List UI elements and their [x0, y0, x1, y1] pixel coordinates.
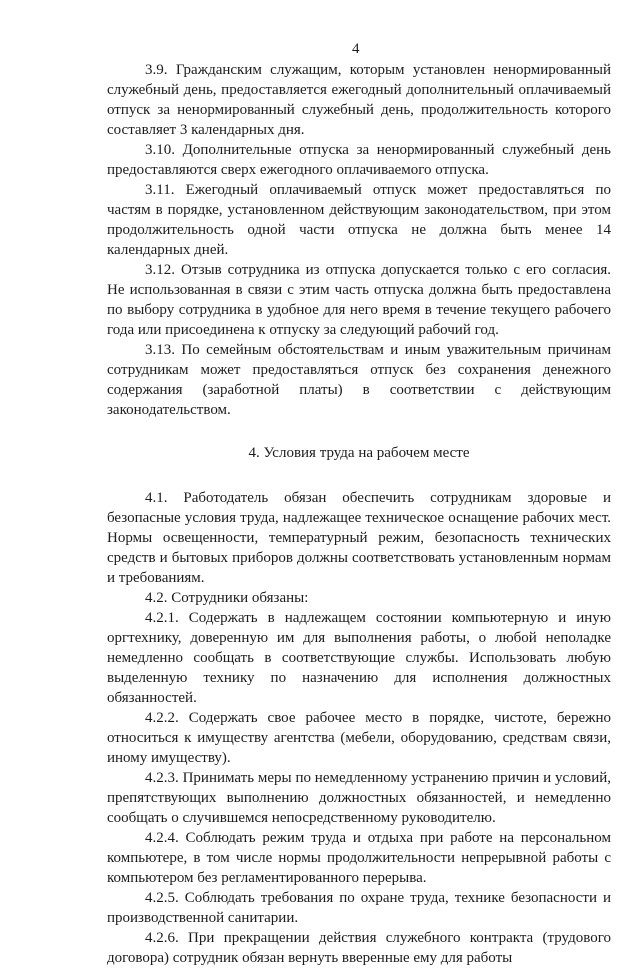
paragraph-4-2-4: 4.2.4. Соблюдать режим труда и отдыха при работе на персональном компьютере, в том числе нормы продолжительности непрерывной работы с компьютером без регламентированного перерыва. [107, 830, 611, 886]
paragraph-3-10: 3.10. Дополнительные отпуска за ненормированный служебный день предоставляются сверх ежегодного оплачиваемого отпуска. [107, 142, 611, 178]
paragraph-4-2-5: 4.2.5. Соблюдать требования по охране труда, технике безопасности и производственной санитарии. [107, 890, 611, 926]
paragraph-3-12: 3.12. Отзыв сотрудника из отпуска допускается только с его согласия. Не использованная в связи с этим часть отпуска должна быть предоставлена по выбору сотрудника в удобное для него время в течение текущего рабочего года или присоединена к отпуску за следующий рабочий год. [107, 262, 611, 338]
paragraph-4-2-6: 4.2.6. При прекращении действия служебного контракта (трудового договора) сотрудник обязан вернуть вверенные ему для работы [107, 930, 611, 966]
page-number: 4 [352, 41, 360, 57]
paragraph-3-9: 3.9. Гражданским служащим, которым установлен ненормированный служебный день, предоставляется ежегодный дополнительный оплачиваемый отпуск за ненормированный служебный день, продолжительность которого составляет 3 календарных дня. [107, 62, 611, 138]
paragraph-4-2-1: 4.2.1. Содержать в надлежащем состоянии компьютерную и иную оргтехнику, доверенную им для выполнения работы, о любой неполадке немедленно сообщать в соответствующие службы. Использовать любую выделенную технику по назначению для исполнения должностных обязанностей. [107, 610, 611, 706]
paragraph-4-2-3: 4.2.3. Принимать меры по немедленному устранению причин и условий, препятствующих выполнению должностных обязанностей, и немедленно сообщать о случившемся непосредственному руководителю. [107, 770, 611, 826]
paragraph-4-2-2: 4.2.2. Содержать свое рабочее место в порядке, чистоте, бережно относиться к имуществу агентства (мебели, оборудованию, средствам связи, иному имуществу). [107, 710, 611, 766]
section-heading: 4. Условия труда на рабочем месте [248, 445, 470, 461]
paragraph-3-13: 3.13. По семейным обстоятельствам и иным уважительным причинам сотрудникам может предоставляться отпуск без сохранения денежного содержания (заработной платы) в соответствии с действующим законодательством. [107, 342, 611, 418]
document-body [107, 60, 611, 968]
paragraph-4-2: 4.2. Сотрудники обязаны: [145, 590, 309, 606]
paragraph-4-1: 4.1. Работодатель обязан обеспечить сотрудникам здоровые и безопасные условия труда, надлежащее техническое оснащение рабочих мест. Нормы освещенности, температурный режим, безопасность технических средств и бытовых приборов должны соответствовать установленным нормам и требованиям. [107, 490, 611, 586]
paragraph-3-11: 3.11. Ежегодный оплачиваемый отпуск может предоставляться по частям в порядке, установленном действующим законодательством, при этом продолжительность одной части отпуска не должна быть менее 14 календарных дней. [107, 182, 611, 258]
